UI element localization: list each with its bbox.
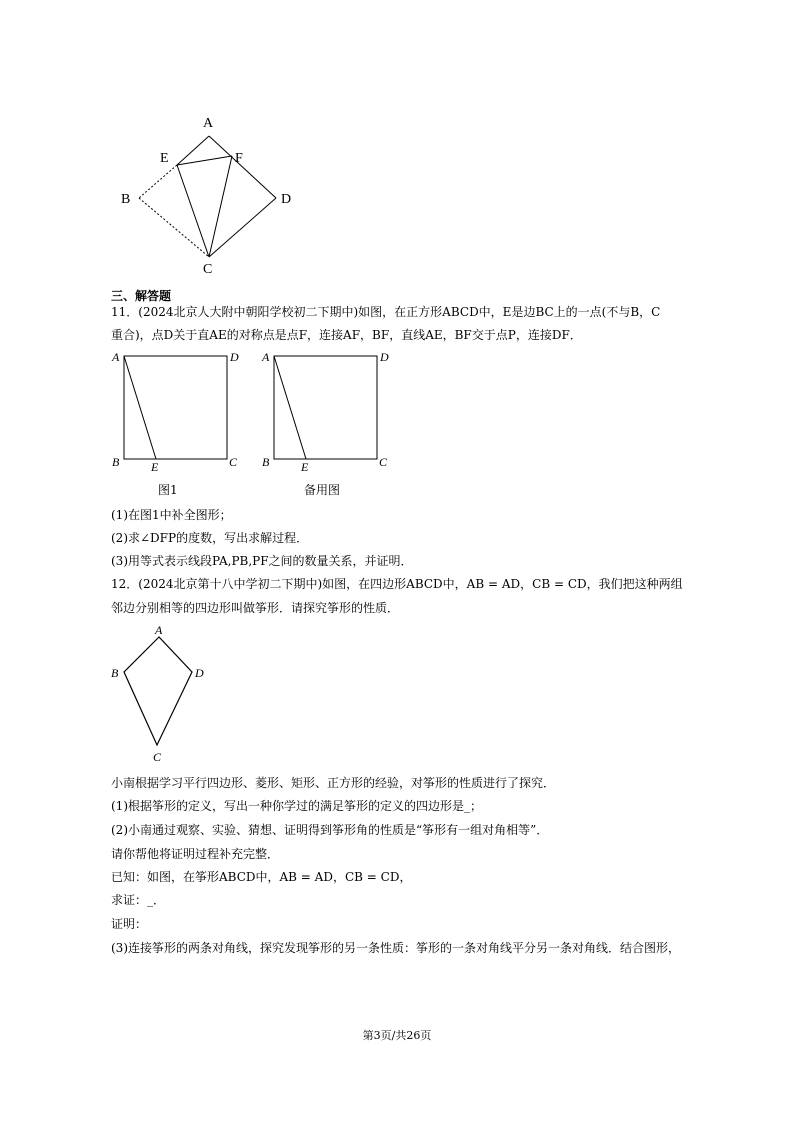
q12-kite-figure [105,620,225,770]
q12-p3: (2)小南通过观察、实验、猜想、证明得到筝形角的性质是“筝形有一组对角相等”． [111,823,549,837]
label-C: C [229,455,238,469]
q11-line1: 11．(2024北京人大附中朝阳学校初二下期中)如图，在正方形ABCD中，E是边BC上的一点(不与B，C [111,305,661,319]
label-E: E [160,151,169,166]
segment-AD [209,136,276,198]
q12-p5: 已知：如图，在筝形ABCD中，AB = AD，CB = CD， [111,870,412,884]
q11-fig2-caption: 备用图 [304,483,341,497]
label-D: D [230,350,239,364]
label-A: A [155,623,163,637]
segment-FC [209,156,232,257]
q11-part2: (2)求∠DFP的度数，写出求解过程． [111,531,309,545]
label-E: E [151,460,159,474]
q11-part3: (3)用等式表示线段PA,PB,PF之间的数量关系，并证明． [111,554,413,568]
page-footer: 第3页/共26页 [362,1029,432,1042]
label-A: A [262,350,270,364]
q12-p8: (3)连接筝形的两条对角线，探究发现筝形的另一条性质：筝形的一条对角线平分另一条对角线．结合图形， [111,941,681,955]
label-C: C [153,750,162,764]
label-D: D [380,350,389,364]
q12-p7: 证明： [111,917,148,931]
q12-line1: 12．(2024北京第十八中学初二下期中)如图，在四边形ABCD中，AB = AD，CB = CD，我们把这种两组 [111,577,683,591]
label-E: E [301,460,309,474]
label-D: D [281,192,292,207]
top-kite-figure [110,110,310,280]
q12-p2: (1)根据筝形的定义，写出一种你学过的满足筝形的定义的四边形是_； [111,799,483,813]
label-A: A [112,350,120,364]
label-A: A [203,116,214,131]
section-title: 三、解答题 [111,289,172,303]
q11-figure-backup [258,347,398,497]
q12-p1: 小南根据学习平行四边形、菱形、矩形、正方形的经验，对筝形的性质进行了探究． [111,776,556,790]
label-C: C [203,262,213,277]
q12-p4: 请你帮他将证明过程补充完整． [111,847,280,861]
segment-EC [177,165,209,257]
q12-line2: 邻边分别相等的四边形叫做筝形．请探究筝形的性质． [111,601,400,615]
q11-part1: (1)在图1中补全图形； [111,508,232,522]
q11-figure-1 [108,347,248,497]
label-D: D [195,666,204,680]
label-B: B [111,666,119,680]
label-B: B [112,455,120,469]
q11-line2: 重合)，点D关于直AE的对称点是点F，连接AF，BF，直线AE，BF交于点P，连接DF． [111,328,582,342]
q11-fig1-caption: 图1 [158,483,178,497]
segment-EB-dashed [139,165,177,198]
label-B: B [121,192,131,207]
segment-DC [209,198,276,257]
label-F: F [235,151,243,166]
label-C: C [379,455,388,469]
q12-p6: 求证：_． [111,893,166,907]
label-B: B [262,455,270,469]
